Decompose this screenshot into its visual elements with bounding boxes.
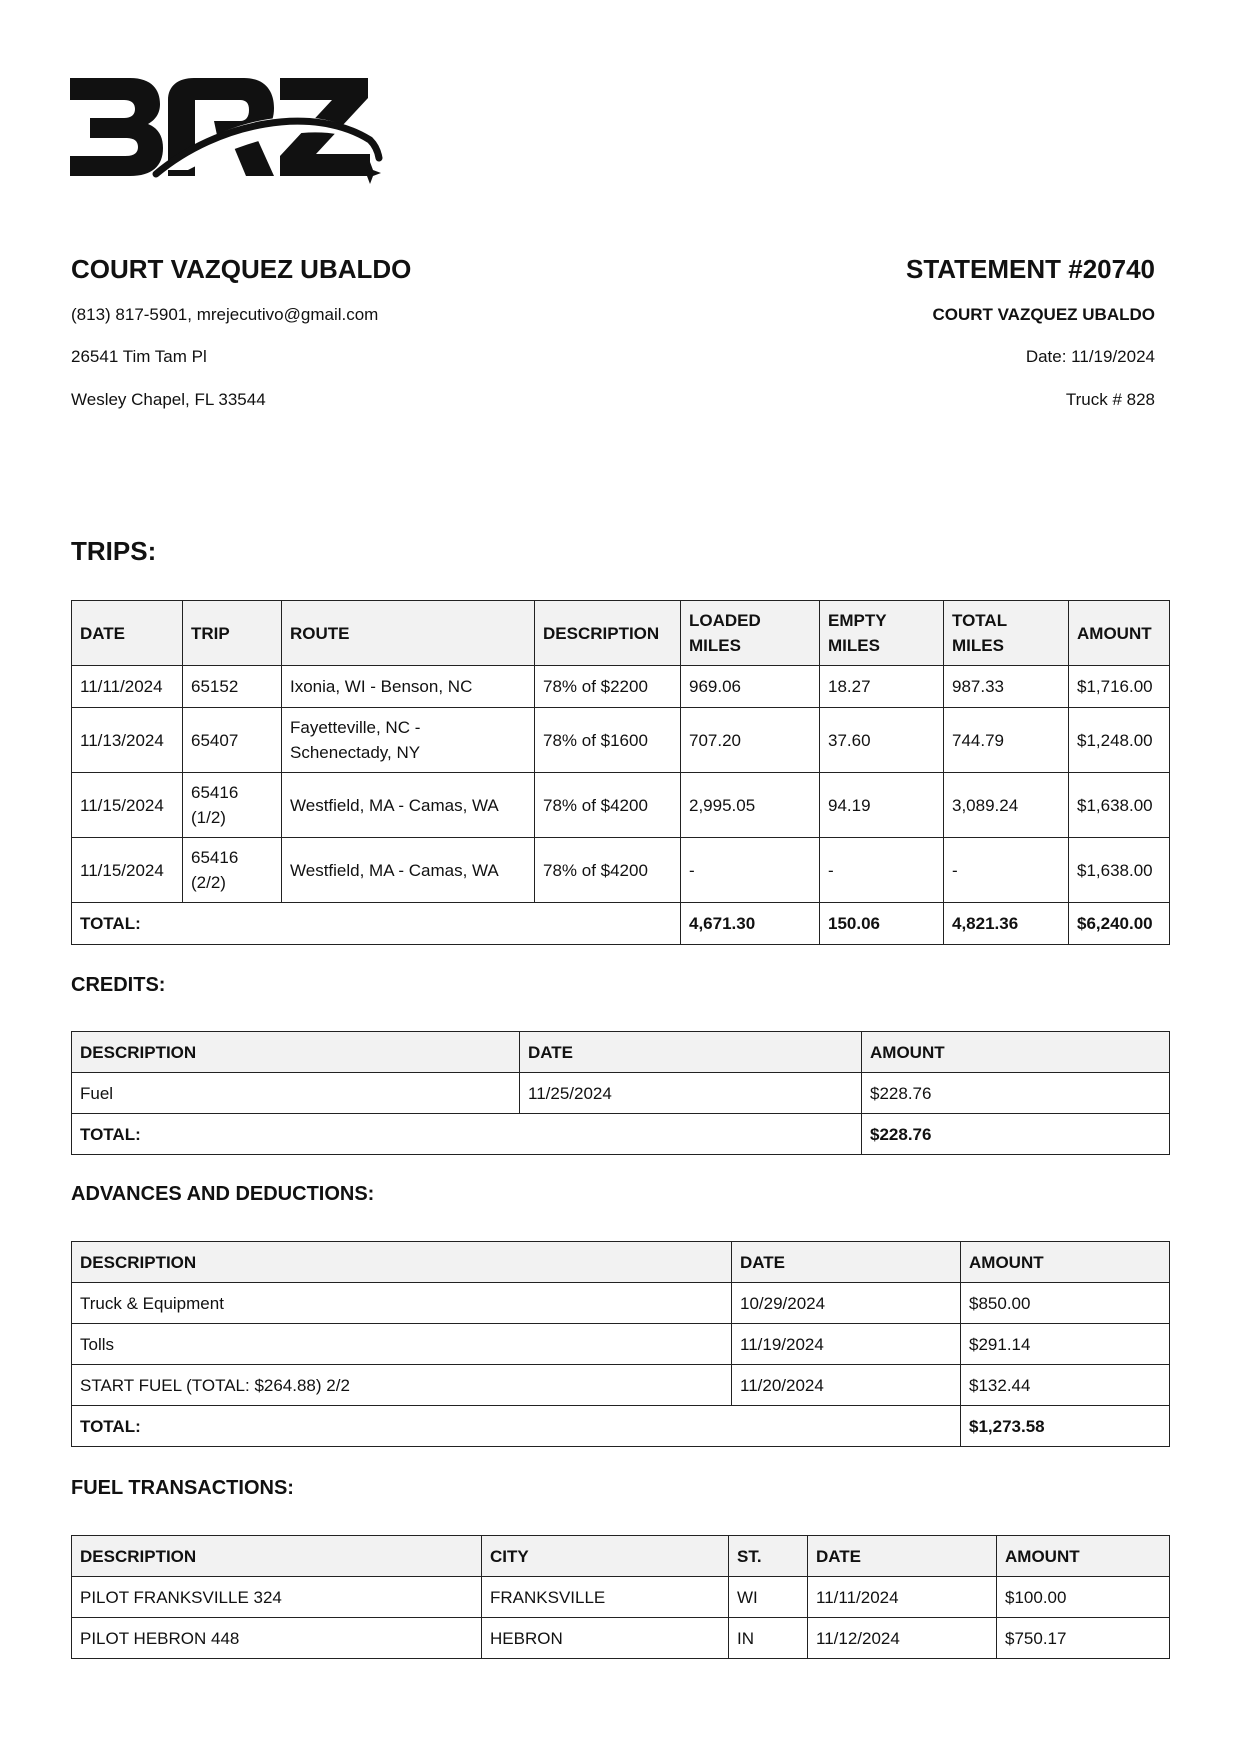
table-cell: Fuel xyxy=(72,1073,520,1114)
table-cell: 11/20/2024 xyxy=(732,1365,961,1406)
total-label: TOTAL: xyxy=(72,903,681,945)
column-header: ROUTE xyxy=(282,601,535,666)
company-logo xyxy=(68,78,388,198)
column-header: DATE xyxy=(732,1242,961,1283)
table-cell: 11/25/2024 xyxy=(520,1073,862,1114)
table-cell: 78% of $4200 xyxy=(535,773,681,838)
table-row xyxy=(72,1618,1170,1659)
table-cell: 11/12/2024 xyxy=(808,1618,997,1659)
table-cell: $228.76 xyxy=(862,1073,1170,1114)
table-cell: $291.14 xyxy=(961,1324,1170,1365)
trips-total-row xyxy=(72,903,1170,945)
table-cell: 37.60 xyxy=(820,708,944,773)
table-cell: HEBRON xyxy=(482,1618,729,1659)
table-cell: - xyxy=(944,838,1069,903)
driver-contact: (813) 817-5901, mrejecutivo@gmail.com xyxy=(71,305,379,324)
table-cell: PILOT FRANKSVILLE 324 xyxy=(72,1577,482,1618)
table-cell: 3,089.24 xyxy=(944,773,1069,838)
table-cell: 11/11/2024 xyxy=(808,1577,997,1618)
column-header: AMOUNT xyxy=(997,1536,1170,1577)
column-header: LOADED MILES xyxy=(681,601,820,666)
fuel-header-row xyxy=(72,1536,1170,1577)
table-cell: Westfield, MA - Camas, WA xyxy=(282,773,535,838)
driver-address-line1: 26541 Tim Tam Pl xyxy=(71,347,207,366)
total-amount: $1,273.58 xyxy=(961,1406,1170,1447)
column-header: TRIP xyxy=(183,601,282,666)
table-cell: IN xyxy=(729,1618,808,1659)
fuel-table xyxy=(71,1535,1170,1659)
table-cell: 94.19 xyxy=(820,773,944,838)
driver-info xyxy=(71,252,411,410)
table-row xyxy=(72,1073,1170,1114)
table-cell: 65407 xyxy=(183,708,282,773)
column-header: AMOUNT xyxy=(1069,601,1170,666)
table-cell: 11/11/2024 xyxy=(72,666,183,708)
fuel-title: FUEL TRANSACTIONS: xyxy=(71,1477,294,1499)
table-row xyxy=(72,1324,1170,1365)
table-cell: Tolls xyxy=(72,1324,732,1365)
table-cell: 10/29/2024 xyxy=(732,1283,961,1324)
column-header: DESCRIPTION xyxy=(72,1242,732,1283)
table-cell: $1,716.00 xyxy=(1069,666,1170,708)
table-cell: FRANKSVILLE xyxy=(482,1577,729,1618)
table-cell: Ixonia, WI - Benson, NC xyxy=(282,666,535,708)
column-header: TOTAL MILES xyxy=(944,601,1069,666)
table-cell: Truck & Equipment xyxy=(72,1283,732,1324)
table-cell: 18.27 xyxy=(820,666,944,708)
table-cell: WI xyxy=(729,1577,808,1618)
column-header: DATE xyxy=(808,1536,997,1577)
table-cell: Fayetteville, NC - Schenectady, NY xyxy=(282,708,535,773)
credits-header-row xyxy=(72,1032,1170,1073)
table-cell: $100.00 xyxy=(997,1577,1170,1618)
table-cell: 78% of $1600 xyxy=(535,708,681,773)
statement-name: COURT VAZQUEZ UBALDO xyxy=(932,305,1155,324)
column-header: AMOUNT xyxy=(961,1242,1170,1283)
deductions-title: ADVANCES AND DEDUCTIONS: xyxy=(71,1183,375,1205)
table-cell: - xyxy=(681,838,820,903)
statement-title: STATEMENT #20740 xyxy=(905,254,1155,284)
logo-letter-b xyxy=(70,78,163,176)
column-header: DATE xyxy=(72,601,183,666)
table-cell: START FUEL (TOTAL: $264.88) 2/2 xyxy=(72,1365,732,1406)
table-cell: 11/15/2024 xyxy=(72,838,183,903)
table-row xyxy=(72,1577,1170,1618)
column-header: CITY xyxy=(482,1536,729,1577)
driver-address-line2: Wesley Chapel, FL 33544 xyxy=(71,390,266,409)
trips-header-row xyxy=(72,601,1170,666)
total-empty-miles: 150.06 xyxy=(820,903,944,945)
driver-name: COURT VAZQUEZ UBALDO xyxy=(71,254,412,284)
deductions-header-row xyxy=(72,1242,1170,1283)
column-header: EMPTY MILES xyxy=(820,601,944,666)
trips-table xyxy=(71,600,1170,945)
total-miles: 4,821.36 xyxy=(944,903,1069,945)
credits-total-row xyxy=(72,1114,1170,1155)
table-cell: Westfield, MA - Camas, WA xyxy=(282,838,535,903)
table-cell: 2,995.05 xyxy=(681,773,820,838)
deductions-table xyxy=(71,1241,1170,1447)
table-cell: 987.33 xyxy=(944,666,1069,708)
credits-table xyxy=(71,1031,1170,1155)
table-cell: 78% of $2200 xyxy=(535,666,681,708)
column-header: AMOUNT xyxy=(862,1032,1170,1073)
column-header: DATE xyxy=(520,1032,862,1073)
table-cell: 78% of $4200 xyxy=(535,838,681,903)
column-header: DESCRIPTION xyxy=(72,1032,520,1073)
table-row xyxy=(72,773,1170,838)
total-amount: $6,240.00 xyxy=(1069,903,1170,945)
table-cell: $1,248.00 xyxy=(1069,708,1170,773)
truck-number: Truck # 828 xyxy=(1065,390,1155,409)
table-cell: 65416 (2/2) xyxy=(183,838,282,903)
credits-title: CREDITS: xyxy=(71,974,166,996)
table-cell: 65152 xyxy=(183,666,282,708)
column-header: DESCRIPTION xyxy=(535,601,681,666)
table-cell: $132.44 xyxy=(961,1365,1170,1406)
statement-info xyxy=(906,252,1155,410)
statement-date: Date: 11/19/2024 xyxy=(1025,347,1155,366)
table-cell: 11/19/2024 xyxy=(732,1324,961,1365)
table-row xyxy=(72,1283,1170,1324)
table-cell: 65416 (1/2) xyxy=(183,773,282,838)
table-cell: 744.79 xyxy=(944,708,1069,773)
table-row xyxy=(72,666,1170,708)
total-label: TOTAL: xyxy=(72,1406,961,1447)
trips-title: TRIPS: xyxy=(71,536,157,566)
total-label: TOTAL: xyxy=(72,1114,862,1155)
total-amount: $228.76 xyxy=(862,1114,1170,1155)
table-cell: $850.00 xyxy=(961,1283,1170,1324)
column-header: ST. xyxy=(729,1536,808,1577)
table-cell: $1,638.00 xyxy=(1069,773,1170,838)
table-cell: 11/15/2024 xyxy=(72,773,183,838)
table-cell: - xyxy=(820,838,944,903)
table-row xyxy=(72,708,1170,773)
table-cell: $1,638.00 xyxy=(1069,838,1170,903)
table-cell: PILOT HEBRON 448 xyxy=(72,1618,482,1659)
table-row xyxy=(72,1365,1170,1406)
table-cell: 11/13/2024 xyxy=(72,708,183,773)
table-cell: $750.17 xyxy=(997,1618,1170,1659)
total-loaded-miles: 4,671.30 xyxy=(681,903,820,945)
table-row xyxy=(72,838,1170,903)
table-cell: 707.20 xyxy=(681,708,820,773)
deductions-total-row xyxy=(72,1406,1170,1447)
column-header: DESCRIPTION xyxy=(72,1536,482,1577)
table-cell: 969.06 xyxy=(681,666,820,708)
